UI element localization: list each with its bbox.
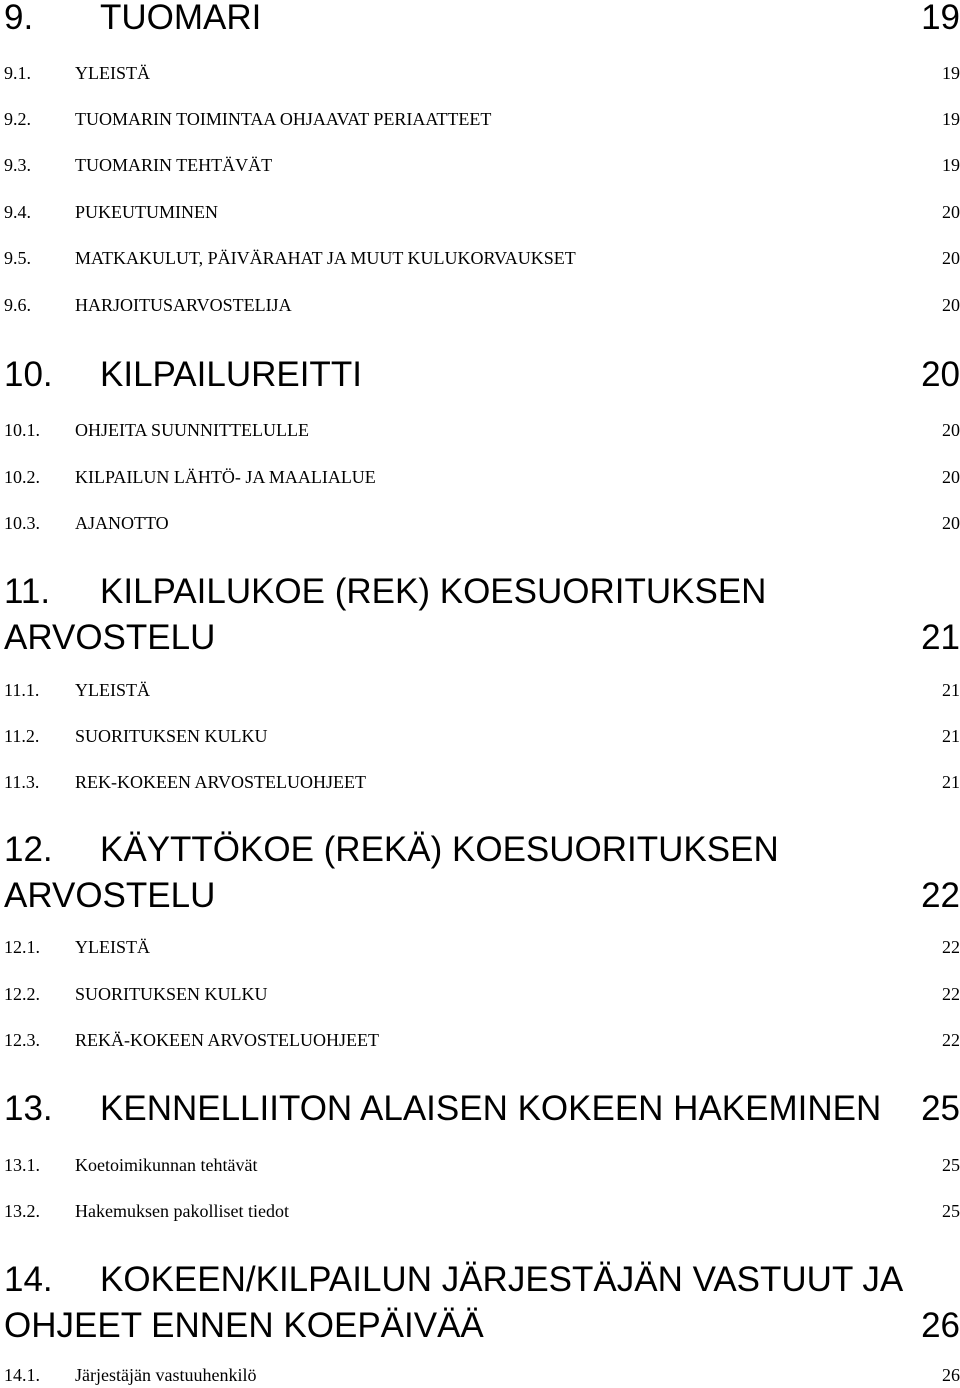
- heading-title: KENNELLIITON ALAISEN KOKEEN HAKEMINEN: [100, 1089, 882, 1128]
- heading-title-line1: KOKEEN/KILPAILUN JÄRJESTÄJÄN VASTUUT JA: [100, 1260, 904, 1299]
- toc-entry-12-1[interactable]: [0, 934, 960, 960]
- entry-title: Koetoimikunnan tehtävät: [75, 1155, 258, 1175]
- entry-number: 11.3.: [4, 772, 40, 792]
- entry-number: 12.1.: [4, 937, 40, 957]
- entry-title: REKÄ-KOKEEN ARVOSTELUOHJEET: [75, 1030, 380, 1050]
- entry-number: 13.2.: [4, 1201, 40, 1221]
- toc-entry-10-1[interactable]: [0, 417, 960, 443]
- heading-title-line2: ARVOSTELU: [4, 876, 216, 915]
- toc-entry-9-6[interactable]: [0, 292, 960, 318]
- toc-entry-9-5[interactable]: [0, 245, 960, 271]
- heading-title: KILPAILUREITTI: [100, 355, 362, 394]
- entry-title: SUORITUKSEN KULKU: [75, 726, 268, 746]
- entry-title: TUOMARIN TEHTÄVÄT: [75, 155, 273, 175]
- entry-page: 26: [942, 1365, 960, 1385]
- entry-number: 11.2.: [4, 726, 40, 746]
- heading-number: 10.: [4, 355, 53, 394]
- entry-title: TUOMARIN TOIMINTAA OHJAAVAT PERIAATTEET: [75, 109, 492, 129]
- entry-page: 22: [942, 984, 960, 1004]
- entry-title: YLEISTÄ: [75, 937, 150, 957]
- toc-entry-11-3[interactable]: [0, 769, 960, 795]
- heading-number: 11.: [4, 572, 51, 611]
- entry-page: 21: [942, 772, 960, 792]
- entry-title: SUORITUKSEN KULKU: [75, 984, 268, 1004]
- heading-number: 9.: [4, 0, 34, 37]
- entry-number: 13.1.: [4, 1155, 40, 1175]
- entry-page: 22: [942, 1030, 960, 1050]
- entry-title: KILPAILUN LÄHTÖ- JA MAALIALUE: [75, 467, 376, 487]
- entry-title: YLEISTÄ: [75, 63, 150, 83]
- heading-page: 19: [921, 0, 960, 37]
- toc-entry-10-3[interactable]: [0, 510, 960, 536]
- toc-entry-13-2[interactable]: [0, 1198, 960, 1224]
- toc-entry-9-3[interactable]: [0, 152, 960, 178]
- entry-title: PUKEUTUMINEN: [75, 202, 218, 222]
- entry-title: AJANOTTO: [75, 513, 169, 533]
- entry-page: 25: [942, 1201, 960, 1221]
- entry-page: 20: [942, 202, 960, 222]
- toc-heading-10[interactable]: [0, 352, 960, 398]
- toc-entry-9-1[interactable]: [0, 60, 960, 86]
- toc-entry-10-2[interactable]: [0, 464, 960, 490]
- entry-page: 19: [942, 155, 960, 175]
- toc-entry-12-2[interactable]: [0, 981, 960, 1007]
- heading-title-line1: KILPAILUKOE (REK) KOESUORITUKSEN: [100, 572, 767, 611]
- entry-number: 10.3.: [4, 513, 40, 533]
- entry-page: 19: [942, 63, 960, 83]
- entry-title: HARJOITUSARVOSTELIJA: [75, 295, 292, 315]
- entry-title: Hakemuksen pakolliset tiedot: [75, 1201, 289, 1221]
- heading-page: 20: [921, 355, 960, 394]
- entry-page: 21: [942, 726, 960, 746]
- entry-number: 12.3.: [4, 1030, 40, 1050]
- heading-page: 25: [921, 1089, 960, 1128]
- heading-number: 12.: [4, 830, 53, 869]
- toc-entry-9-4[interactable]: [0, 199, 960, 225]
- entry-page: 20: [942, 467, 960, 487]
- entry-page: 21: [942, 680, 960, 700]
- entry-page: 20: [942, 295, 960, 315]
- toc-heading-11[interactable]: [0, 569, 960, 661]
- entry-page: 20: [942, 513, 960, 533]
- entry-number: 9.1.: [4, 63, 31, 83]
- toc-entry-14-1[interactable]: [0, 1362, 960, 1388]
- entry-title: REK-KOKEEN ARVOSTELUOHJEET: [75, 772, 367, 792]
- entry-title: MATKAKULUT, PÄIVÄRAHAT JA MUUT KULUKORVAUKSET: [75, 248, 576, 268]
- heading-number: 14.: [4, 1260, 53, 1299]
- heading-title-line1: KÄYTTÖKOE (REKÄ) KOESUORITUKSEN: [100, 830, 779, 869]
- heading-title: TUOMARI: [100, 0, 262, 37]
- heading-title-line2: OHJEET ENNEN KOEPÄIVÄÄ: [4, 1306, 484, 1345]
- toc-heading-13[interactable]: [0, 1086, 960, 1132]
- heading-page: 22: [921, 876, 960, 915]
- toc-entry-11-2[interactable]: [0, 723, 960, 749]
- entry-number: 12.2.: [4, 984, 40, 1004]
- entry-number: 9.5.: [4, 248, 31, 268]
- heading-number: 13.: [4, 1089, 53, 1128]
- entry-title: YLEISTÄ: [75, 680, 150, 700]
- entry-page: 20: [942, 248, 960, 268]
- entry-number: 11.1.: [4, 680, 40, 700]
- heading-title-line2: ARVOSTELU: [4, 618, 216, 657]
- entry-number: 14.1.: [4, 1365, 40, 1385]
- entry-page: 20: [942, 420, 960, 440]
- toc-entry-11-1[interactable]: [0, 677, 960, 703]
- toc-heading-9[interactable]: [0, 0, 960, 41]
- toc-heading-12[interactable]: [0, 827, 960, 919]
- toc-entry-13-1[interactable]: [0, 1152, 960, 1178]
- toc-entry-12-3[interactable]: [0, 1027, 960, 1053]
- entry-title: Järjestäjän vastuuhenkilö: [75, 1365, 257, 1385]
- entry-number: 10.2.: [4, 467, 40, 487]
- toc-entry-9-2[interactable]: [0, 106, 960, 132]
- entry-page: 22: [942, 937, 960, 957]
- entry-number: 10.1.: [4, 420, 40, 440]
- heading-page: 26: [921, 1306, 960, 1345]
- heading-page: 21: [921, 618, 960, 657]
- toc-heading-14[interactable]: [0, 1257, 960, 1349]
- entry-number: 9.3.: [4, 155, 31, 175]
- entry-page: 25: [942, 1155, 960, 1175]
- entry-number: 9.6.: [4, 295, 31, 315]
- entry-number: 9.2.: [4, 109, 31, 129]
- entry-title: OHJEITA SUUNNITTELULLE: [75, 420, 310, 440]
- entry-number: 9.4.: [4, 202, 31, 222]
- entry-page: 19: [942, 109, 960, 129]
